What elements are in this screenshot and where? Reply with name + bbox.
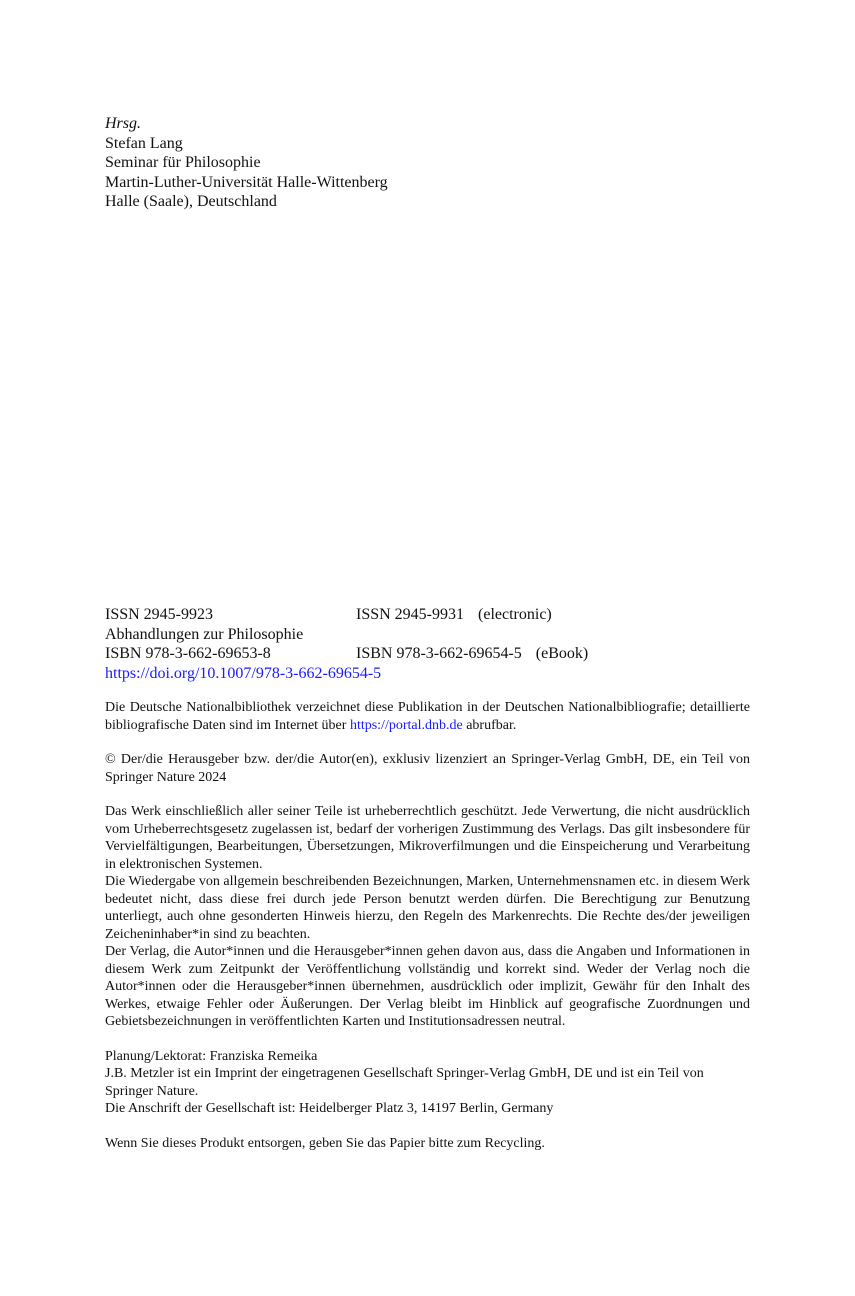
series-title-row xyxy=(105,625,755,645)
imprint-line: J.B. Metzler ist ein Imprint der eingetragenen Gesellschaft Springer-Verlag GmbH, DE und ist ein Teil von Springer Nature. xyxy=(105,1066,704,1099)
editor-location: Halle (Saale), Deutschland xyxy=(105,193,277,210)
address-line: Die Anschrift der Gesellschaft ist: Heidelberger Platz 3, 14197 Berlin, Germany xyxy=(105,1101,554,1116)
isbn-ebook-group xyxy=(356,644,588,664)
doi-row xyxy=(105,664,755,684)
issn-electronic: ISSN 2945-9931 xyxy=(356,606,465,623)
legal-notice xyxy=(105,699,750,1152)
editor-info xyxy=(105,114,388,212)
liability-paragraph: Der Verlag, die Autor*innen und die Herausgeber*innen gehen davon aus, dass die Angaben und Informationen in diesem Werk zum Zeitpunkt der Veröffentlichung vollständig und korrekt sind. Weder der Verlag noch die Autor*innen oder die Herausgeber*innen übernehmen, ausdrücklich oder implizit, Gewähr für den Inhalt des Werkes, etwaige Fehler oder Äußerungen. Der Verlag bleibt im Hinblick auf geografische Zuordnungen und Gebietsbezeichnungen in veröffentlichten Karten und Institutionsadressen neutral. xyxy=(105,944,750,1029)
editor-name: Stefan Lang xyxy=(105,134,183,152)
copyright-paragraph: Das Werk einschließlich aller seiner Teile ist urheberrechtlich geschützt. Jede Verwertung, die nicht ausdrücklich vom Urheberrechtsgesetz zugelassen ist, bedarf der vorherigen Zustimmung des Verlags. Das gilt insbesondere für Vervielfältigungen, Bearbeitungen, Übersetzungen, Mikroverfilmungen und die Einspeicherung und Verarbeitung in elektronischen Systemen. xyxy=(105,804,750,872)
editor-university: Martin-Luther-Universität Halle-Wittenberg xyxy=(105,173,388,191)
issn-row xyxy=(105,605,755,625)
isbn-ebook: ISBN 978-3-662-69654-5 xyxy=(356,645,522,662)
issn-electronic-tag: (electronic) xyxy=(478,606,552,623)
doi-link[interactable]: https://doi.org/10.1007/978-3-662-69654-5 xyxy=(105,664,382,682)
dnb-text-before: Die Deutsche Nationalbibliothek verzeichnet diese Publikation in der Deutschen Nationalbibliografie; detaillierte bibliografische Daten sind im Internet über xyxy=(105,700,750,733)
editor-department: Seminar für Philosophie xyxy=(105,154,261,171)
dnb-notice xyxy=(105,699,750,734)
dnb-text-after: abrufbar. xyxy=(462,717,517,733)
copyright-line: © Der/die Herausgeber bzw. der/die Autor(en), exklusiv lizenziert an Springer-Verlag GmbH, DE, ein Teil von Springer Nature 2024 xyxy=(105,752,750,785)
issn-print: ISSN 2945-9923 xyxy=(105,606,214,623)
planning-line: Planung/Lektorat: Franziska Remeika xyxy=(105,1048,318,1064)
isbn-row xyxy=(105,644,755,664)
isbn-print: ISBN 978-3-662-69653-8 xyxy=(105,645,271,662)
trademark-paragraph: Die Wiedergabe von allgemein beschreibenden Bezeichnungen, Marken, Unternehmensnamen etc. in diesem Werk bedeutet nicht, dass diese frei durch jede Person benutzt werden dürfen. Die Berechtigung zur Benutzung unterliegt, auch ohne gesonderten Hinweis hierzu, den Regeln des Markenrechts. Die Rechte des/der jeweiligen Zeicheninhaber*in sind zu beachten. xyxy=(105,874,750,942)
recycling-note: Wenn Sie dieses Produkt entsorgen, geben Sie das Papier bitte zum Recycling. xyxy=(105,1135,545,1151)
publication-identifiers xyxy=(105,605,755,683)
editor-label: Hrsg. xyxy=(105,115,142,132)
series-title: Abhandlungen zur Philosophie xyxy=(105,625,304,643)
dnb-portal-link[interactable]: https://portal.dnb.de xyxy=(349,717,463,733)
issn-electronic-group xyxy=(356,605,552,625)
isbn-ebook-tag: (eBook) xyxy=(535,645,589,662)
